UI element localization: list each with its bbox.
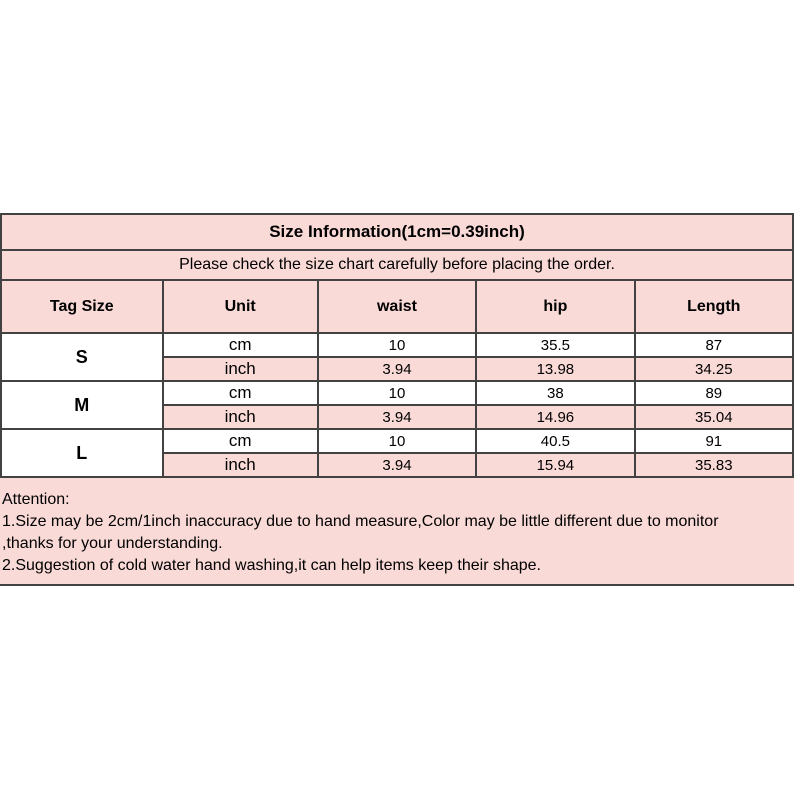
hip-value: 38: [476, 381, 634, 405]
waist-value: 3.94: [318, 357, 476, 381]
table-row-m-cm: [1, 381, 793, 405]
waist-value: 3.94: [318, 405, 476, 429]
table-header-row: [1, 280, 793, 333]
length-value: 34.25: [635, 357, 793, 381]
waist-value: 3.94: [318, 453, 476, 477]
hip-value: 35.5: [476, 333, 634, 357]
size-chart-sheet: [0, 213, 794, 586]
column-header-unit: Unit: [163, 280, 318, 333]
size-table: [0, 213, 794, 478]
unit-cell: cm: [163, 333, 318, 357]
table-row-l-cm: [1, 429, 793, 453]
attention-line-1: 1.Size may be 2cm/1inch inaccuracy due to hand measure,Color may be little different due to monitor: [2, 513, 719, 530]
column-header-waist: waist: [318, 280, 476, 333]
unit-cell: cm: [163, 429, 318, 453]
unit-cell: inch: [163, 357, 318, 381]
tag-size-l: L: [1, 429, 163, 477]
column-header-tag-size: Tag Size: [1, 280, 163, 333]
table-title-row: [1, 214, 793, 250]
length-value: 89: [635, 381, 793, 405]
table-subtitle-row: [1, 250, 793, 280]
length-value: 91: [635, 429, 793, 453]
column-header-length: Length: [635, 280, 793, 333]
column-header-hip: hip: [476, 280, 634, 333]
attention-note: [0, 478, 794, 586]
waist-value: 10: [318, 333, 476, 357]
hip-value: 40.5: [476, 429, 634, 453]
table-row-s-cm: [1, 333, 793, 357]
waist-value: 10: [318, 429, 476, 453]
tag-size-m: M: [1, 381, 163, 429]
tag-size-s: S: [1, 333, 163, 381]
hip-value: 13.98: [476, 357, 634, 381]
attention-line-2: ,thanks for your understanding.: [2, 535, 223, 552]
hip-value: 15.94: [476, 453, 634, 477]
table-subtitle: Please check the size chart carefully before placing the order.: [1, 250, 793, 280]
waist-value: 10: [318, 381, 476, 405]
attention-heading: Attention:: [2, 491, 70, 508]
attention-line-3: 2.Suggestion of cold water hand washing,it can help items keep their shape.: [2, 557, 541, 574]
length-value: 35.83: [635, 453, 793, 477]
length-value: 87: [635, 333, 793, 357]
hip-value: 14.96: [476, 405, 634, 429]
table-title: Size Information(1cm=0.39inch): [1, 214, 793, 250]
unit-cell: inch: [163, 405, 318, 429]
unit-cell: inch: [163, 453, 318, 477]
length-value: 35.04: [635, 405, 793, 429]
unit-cell: cm: [163, 381, 318, 405]
